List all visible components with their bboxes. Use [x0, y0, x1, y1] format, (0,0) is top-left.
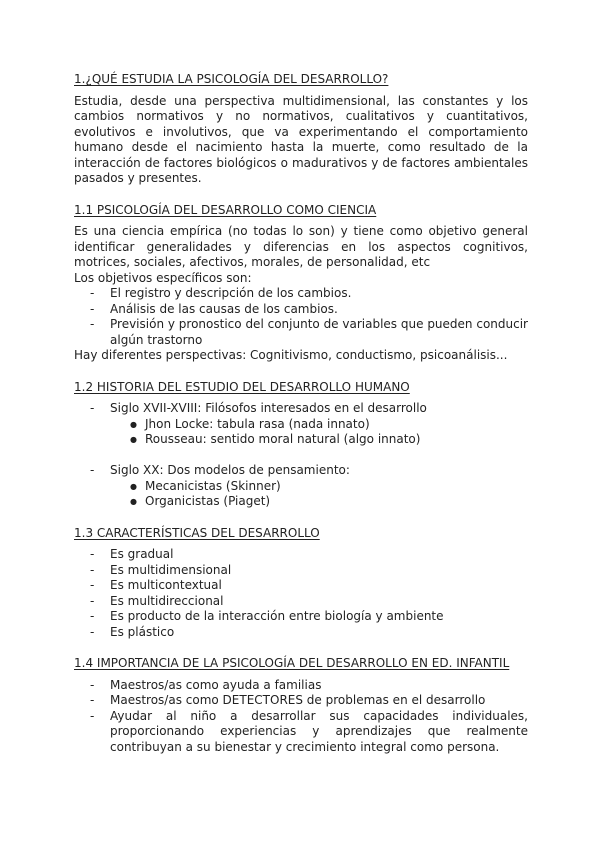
section-caracteristicas: [74, 526, 528, 641]
bullet-item: ● Rousseau: sentido moral natural (algo innato): [74, 432, 528, 448]
section-historia: [74, 380, 528, 510]
section-heading: 1.¿QUÉ ESTUDIA LA PSICOLOGÍA DEL DESARROLLO?: [74, 72, 389, 86]
section-paragraph: Es una ciencia empírica (no todas lo son) y tiene como objetivo general identificar generalidades y diferencias en los aspectos cognitivos, motrices, sociales, afectivos, morales, de personalidad, etc: [74, 224, 528, 269]
list-item: - Es multidireccional: [74, 594, 528, 610]
list-item: - Es gradual: [74, 547, 528, 563]
objectives-list: [74, 286, 528, 348]
bullet-item: ● Mecanicistas (Skinner): [74, 479, 528, 495]
list-item: - Previsión y pronostico del conjunto de variables que pueden conducir algún trastorno: [74, 317, 528, 348]
section-heading: 1.1 PSICOLOGÍA DEL DESARROLLO COMO CIENCIA: [74, 202, 377, 217]
list-item: - Es plástico: [74, 625, 528, 641]
importance-list: [74, 678, 528, 756]
section-que-estudia: [74, 72, 528, 187]
section-heading: 1.4 IMPORTANCIA DE LA PSICOLOGÍA DEL DESARROLLO EN ED. INFANTIL: [74, 656, 510, 670]
bullet-item: ● Jhon Locke: tabula rasa (nada innato): [74, 417, 528, 433]
characteristics-list: [74, 547, 528, 640]
list-item: - Es producto de la interacción entre biología y ambiente: [74, 609, 528, 625]
bullet-item: ● Organicistas (Piaget): [74, 494, 528, 510]
list-item: - Maestros/as como ayuda a familias: [74, 678, 528, 694]
section-heading: 1.2 HISTORIA DEL ESTUDIO DEL DESARROLLO HUMANO: [74, 379, 410, 394]
list-item: - Siglo XVII-XVIII: Filósofos interesados en el desarrollo: [74, 401, 528, 417]
section-importancia: [74, 656, 528, 755]
section-paragraph: Estudia, desde una perspectiva multidimensional, las constantes y los cambios normativos y no normativos, cualitativos y cuantitativos, evolutivos e involutivos, que va experimentando el comportamiento humano desde el nacimiento hasta la muerte, como resultado de la interacción de factores biológicos o madurativos y de factores ambientales pasados y presentes.: [74, 93, 528, 185]
section-heading: 1.3 CARACTERÍSTICAS DEL DESARROLLO: [74, 525, 320, 540]
perspectives-line: Hay diferentes perspectivas: Cognitivismo, conductismo, psicoanálisis...: [74, 348, 508, 362]
list-item: - El registro y descripción de los cambios.: [74, 286, 528, 302]
list-item: - Es multidimensional: [74, 563, 528, 579]
list-item: - Siglo XX: Dos modelos de pensamiento:: [74, 463, 528, 479]
objectives-intro: Los objetivos específicos son:: [74, 270, 252, 285]
spacer: [74, 448, 528, 464]
history-list: [74, 401, 528, 417]
list-item: - Análisis de las causas de los cambios.: [74, 302, 528, 318]
document-content: [74, 72, 528, 771]
list-item: - Ayudar al niño a desarrollar sus capacidades individuales, proporcionando experiencias y aprendizajes que realmente contribuyan a su bienestar y crecimiento integral como persona.: [74, 709, 528, 756]
section-como-ciencia: [74, 203, 528, 364]
list-item: - Maestros/as como DETECTORES de problemas en el desarrollo: [74, 693, 528, 709]
history-sublist: [74, 417, 528, 448]
history-sublist: [74, 479, 528, 510]
history-list: [74, 463, 528, 479]
list-item: - Es multicontextual: [74, 578, 528, 594]
